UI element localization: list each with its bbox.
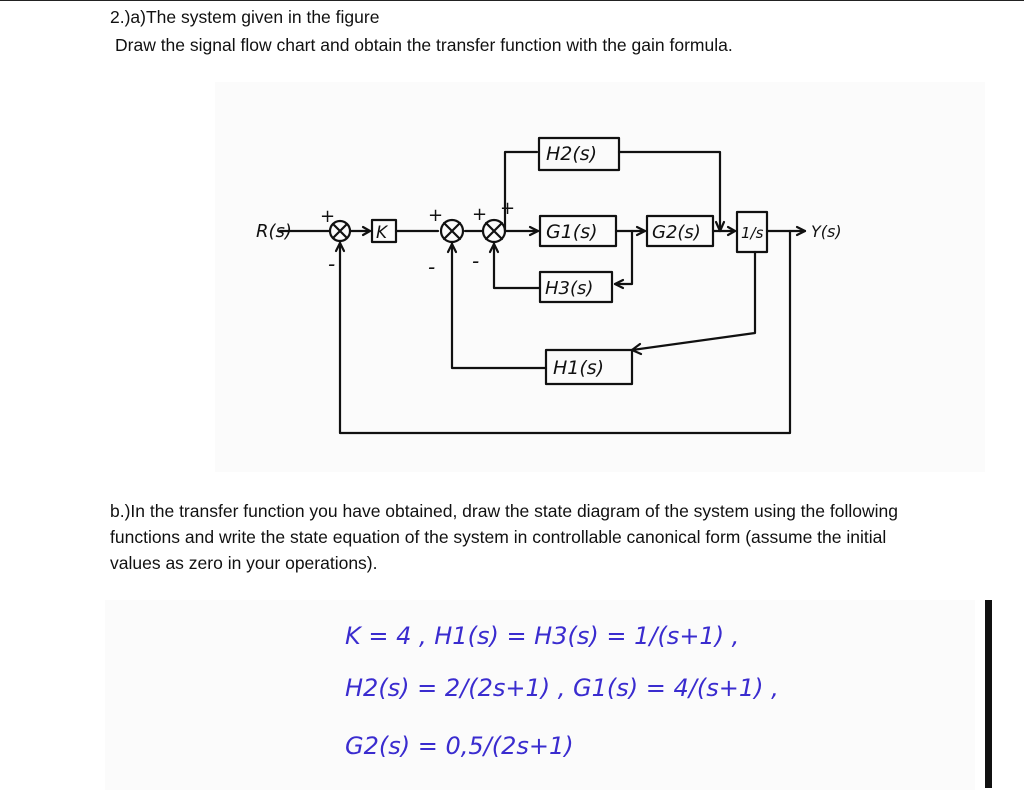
hand-line-1: K = 4 , H1(s) = H3(s) = 1/(s+1) , <box>345 622 740 650</box>
sign-minus-3: - <box>472 249 480 273</box>
g2-block-label: G2(s) <box>652 222 701 243</box>
question-instruction: Draw the signal flow chart and obtain the transfer function with the gain formula. <box>115 35 733 55</box>
h1-right-line <box>632 252 755 350</box>
sum-junction-3-cross <box>486 223 502 239</box>
right-edge-bar <box>985 600 992 788</box>
h3-right-line <box>615 231 632 284</box>
hand-line-2: H2(s) = 2/(2s+1) , G1(s) = 4/(s+1) , <box>345 674 779 702</box>
h3-block-label: H3(s) <box>545 278 594 299</box>
sum-junction-1-cross <box>333 224 347 238</box>
unity-feedback-line <box>340 231 790 433</box>
h1-block-label: H1(s) <box>553 357 605 379</box>
sign-plus-3: + <box>472 204 488 225</box>
integrator-block-label: 1/s <box>741 224 764 242</box>
sum-junction-2-cross <box>444 223 460 239</box>
input-label: R(s) <box>256 221 292 242</box>
top-border-line <box>0 0 1024 1</box>
h2-block-label: H2(s) <box>546 143 598 165</box>
block-diagram <box>220 88 860 453</box>
hand-line-3: G2(s) = 0,5/(2s+1) <box>345 732 574 760</box>
h2-right-line <box>619 152 720 231</box>
sign-minus-2: - <box>428 255 436 279</box>
sign-plus-2: + <box>428 205 444 226</box>
sign-minus-1: - <box>328 252 336 276</box>
g1-block-label: G1(s) <box>546 221 598 243</box>
sign-plus-4: + <box>500 198 516 219</box>
sign-plus-1: + <box>320 206 336 227</box>
question-title: 2.)a)The system given in the figure <box>110 7 380 27</box>
h2-left-line <box>505 152 537 231</box>
h3-left-line <box>494 242 540 288</box>
output-label: Y(s) <box>811 222 842 241</box>
h1-left-line <box>452 242 546 368</box>
k-block-label: K <box>376 223 388 243</box>
question-part-b: b.)In the transfer function you have obtained, draw the state diagram of the system using the following functions and write the state equation of the system in controllable canonical form (assume the initial values as zero in your operations). <box>110 501 898 573</box>
